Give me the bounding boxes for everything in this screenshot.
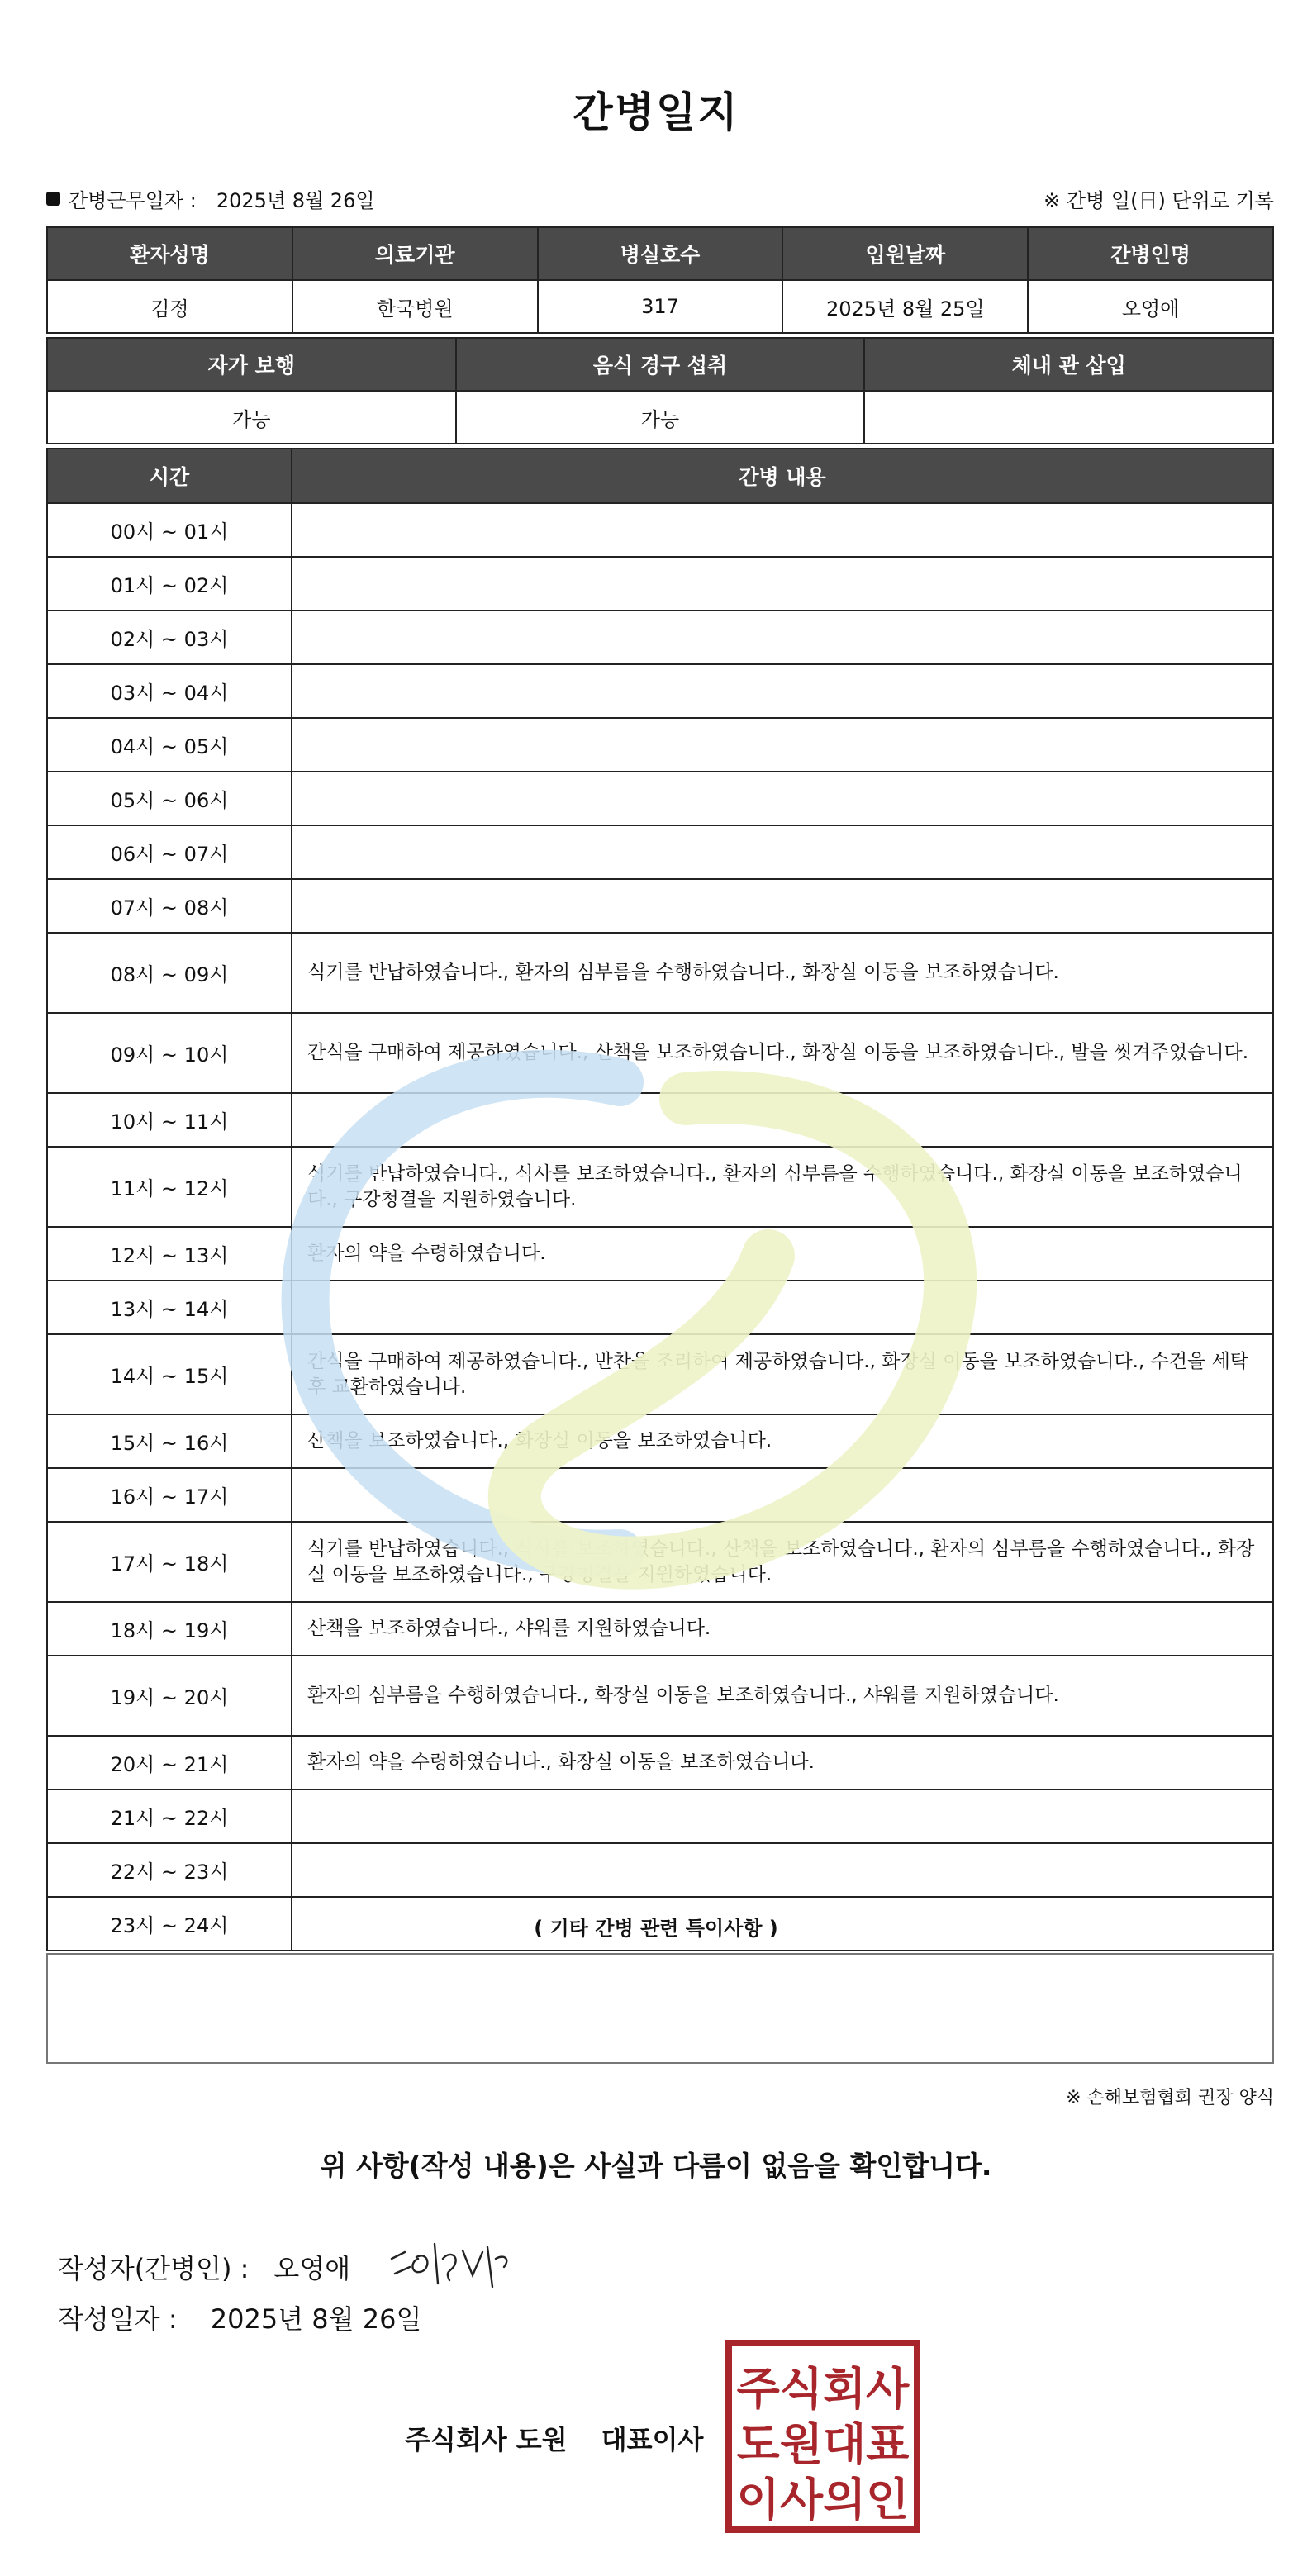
log-content-cell: [292, 611, 1273, 664]
log-content-cell: [292, 718, 1273, 772]
log-content-cell: [292, 557, 1273, 611]
log-time-cell: 17시 ~ 18시: [47, 1522, 292, 1602]
log-time-cell: 14시 ~ 15시: [47, 1334, 292, 1414]
log-time-cell: 06시 ~ 07시: [47, 825, 292, 879]
self-walking-value: 가능: [47, 391, 456, 444]
log-content-cell: [292, 1843, 1273, 1897]
log-content-cell: 환자의 심부름을 수행하였습니다., 화장실 이동을 보조하였습니다., 샤워를 지원하였습니다.: [292, 1656, 1273, 1736]
writer-name: 오영애: [273, 2253, 351, 2284]
log-content-cell: 식기를 반납하였습니다., 환자의 심부름을 수행하였습니다., 화장실 이동을 보조하였습니다.: [292, 933, 1273, 1013]
square-bullet-icon: [46, 192, 60, 206]
writer-label: 작성자(간병인) :: [58, 2253, 250, 2284]
work-date-label: 간병근무일자 :: [69, 188, 197, 212]
recommendation-note: ※ 손해보험협회 권장 양식: [1066, 2088, 1274, 2108]
log-time-cell: 04시 ~ 05시: [47, 718, 292, 772]
room-number: 317: [538, 280, 783, 333]
care-log-row: [47, 1281, 1273, 1334]
log-content-cell: [292, 503, 1273, 557]
log-content-cell: [292, 1093, 1273, 1147]
log-content-cell: 간식을 구매하여 제공하였습니다., 산책을 보조하였습니다., 화장실 이동을 보조하였습니다., 발을 씻겨주었습니다.: [292, 1013, 1273, 1093]
special-notes-box: [46, 1953, 1274, 2064]
oral-intake-value: 가능: [456, 391, 865, 444]
log-time-cell: 15시 ~ 16시: [47, 1414, 292, 1468]
patient-name: 김정: [47, 280, 292, 333]
patient-ability-table: [46, 337, 1274, 444]
care-log-row: [47, 1147, 1273, 1227]
care-log-row: [47, 1227, 1273, 1281]
care-log-row: [47, 1522, 1273, 1602]
care-log-row: [47, 772, 1273, 825]
log-content-cell: [292, 825, 1273, 879]
svg-text:이사의인: 이사의인: [736, 2474, 910, 2526]
patient-info-table: [46, 226, 1274, 334]
log-content-cell: [292, 1468, 1273, 1522]
care-log-row: [47, 611, 1273, 664]
caregiver-name: 오영애: [1028, 280, 1273, 333]
care-log-row: [47, 879, 1273, 933]
header-admission-date: 입원날짜: [782, 227, 1028, 280]
log-content-cell: [292, 772, 1273, 825]
admission-date: 2025년 8월 25일: [782, 280, 1028, 333]
log-content-cell: 환자의 약을 수령하였습니다.: [292, 1227, 1273, 1281]
log-time-cell: 00시 ~ 01시: [47, 503, 292, 557]
company-name: 주식회사 도원: [405, 2424, 568, 2455]
log-content-cell: 식기를 반납하였습니다., 식사를 보조하였습니다., 환자의 심부름을 수행하였습니다., 화장실 이동을 보조하였습니다., 구강청결을 지원하였습니다.: [292, 1147, 1273, 1227]
work-date-group: [46, 184, 375, 213]
log-time-cell: 21시 ~ 22시: [47, 1789, 292, 1843]
log-time-cell: 10시 ~ 11시: [47, 1093, 292, 1147]
care-log-row: [47, 1468, 1273, 1522]
log-time-cell: 13시 ~ 14시: [47, 1281, 292, 1334]
log-content-cell: 간식을 구매하여 제공하였습니다., 반찬을 조리하여 제공하였습니다., 화장실 이동을 보조하였습니다., 수건을 세탁 후 교환하였습니다.: [292, 1334, 1273, 1414]
care-log-row: [47, 1334, 1273, 1414]
log-time-cell: 23시 ~ 24시: [47, 1897, 292, 1951]
header-time: 시간: [47, 449, 292, 503]
log-time-cell: 19시 ~ 20시: [47, 1656, 292, 1736]
hospital-name: 한국병원: [292, 280, 538, 333]
log-content-cell: 식기를 반납하였습니다., 식사를 보조하였습니다., 산책을 보조하였습니다., 환자의 심부름을 수행하였습니다., 화장실 이동을 보조하였습니다., 구강청결을 지원하였습니다.: [292, 1522, 1273, 1602]
care-log-row: [47, 664, 1273, 718]
log-time-cell: 01시 ~ 02시: [47, 557, 292, 611]
header-oral-intake: 음식 경구 섭취: [456, 338, 865, 391]
handwritten-signature-icon: [380, 2234, 529, 2300]
care-log-row: [47, 1602, 1273, 1656]
care-log-row: [47, 503, 1273, 557]
log-time-cell: 07시 ~ 08시: [47, 879, 292, 933]
log-time-cell: 20시 ~ 21시: [47, 1736, 292, 1789]
header-caregiver-name: 간병인명: [1028, 227, 1273, 280]
svg-text:도원대표: 도원대표: [736, 2418, 910, 2470]
care-log-row: [47, 1736, 1273, 1789]
write-date-line: [58, 2298, 421, 2336]
document-title: 간병일지: [573, 88, 739, 136]
care-log-body: [47, 503, 1273, 1951]
log-time-cell: 09시 ~ 10시: [47, 1013, 292, 1093]
log-time-cell: 18시 ~ 19시: [47, 1602, 292, 1656]
log-content-cell: [292, 879, 1273, 933]
header-hospital: 의료기관: [292, 227, 538, 280]
work-date-line: [46, 183, 1274, 213]
confirmation-statement: 위 사항(작성 내용)은 사실과 다름이 없음을 확인합니다.: [320, 2150, 992, 2182]
log-content-cell: 산책을 보조하였습니다., 샤워를 지원하였습니다.: [292, 1602, 1273, 1656]
log-content-cell: [292, 1281, 1273, 1334]
care-log-row: [47, 825, 1273, 879]
company-line: [405, 2419, 703, 2457]
log-time-cell: 03시 ~ 04시: [47, 664, 292, 718]
care-log-row: [47, 933, 1273, 1013]
care-log-row: [47, 1013, 1273, 1093]
svg-text:주식회사: 주식회사: [736, 2363, 910, 2415]
header-patient-name: 환자성명: [47, 227, 292, 280]
log-content-cell: [292, 1789, 1273, 1843]
log-content-cell: 환자의 약을 수령하였습니다., 화장실 이동을 보조하였습니다.: [292, 1736, 1273, 1789]
log-time-cell: 11시 ~ 12시: [47, 1147, 292, 1227]
care-log-row: [47, 1843, 1273, 1897]
writer-line: [58, 2234, 529, 2300]
work-date-value: 2025년 8월 26일: [216, 188, 375, 212]
ceo-title: 대표이사: [601, 2424, 704, 2455]
special-notes-label: ( 기타 간병 관련 특이사항 ): [534, 1917, 778, 1940]
log-time-cell: 12시 ~ 13시: [47, 1227, 292, 1281]
log-time-cell: 05시 ~ 06시: [47, 772, 292, 825]
log-content-cell: [292, 664, 1273, 718]
log-time-cell: 22시 ~ 23시: [47, 1843, 292, 1897]
care-log-row: [47, 718, 1273, 772]
company-seal-stamp-icon: [725, 2340, 920, 2533]
header-self-walking: 자가 보행: [47, 338, 456, 391]
log-time-cell: 08시 ~ 09시: [47, 933, 292, 1013]
record-unit-note: ※ 간병 일(日) 단위로 기록: [1043, 188, 1274, 212]
write-date-label: 작성일자 :: [58, 2303, 178, 2335]
care-log-row: [47, 1789, 1273, 1843]
header-care-content: 간병 내용: [292, 449, 1273, 503]
hourly-care-log-table: [46, 448, 1274, 1951]
log-time-cell: 02시 ~ 03시: [47, 611, 292, 664]
care-log-row: [47, 557, 1273, 611]
header-tube-insertion: 체내 관 삽입: [864, 338, 1273, 391]
log-time-cell: 16시 ~ 17시: [47, 1468, 292, 1522]
write-date-value: 2025년 8월 26일: [210, 2303, 422, 2335]
header-room-number: 병실호수: [538, 227, 783, 280]
care-log-row: [47, 1414, 1273, 1468]
log-content-cell: 산책을 보조하였습니다., 화장실 이동을 보조하였습니다.: [292, 1414, 1273, 1468]
care-log-row: [47, 1093, 1273, 1147]
tube-insertion-value: [864, 391, 1273, 444]
care-log-row: [47, 1656, 1273, 1736]
